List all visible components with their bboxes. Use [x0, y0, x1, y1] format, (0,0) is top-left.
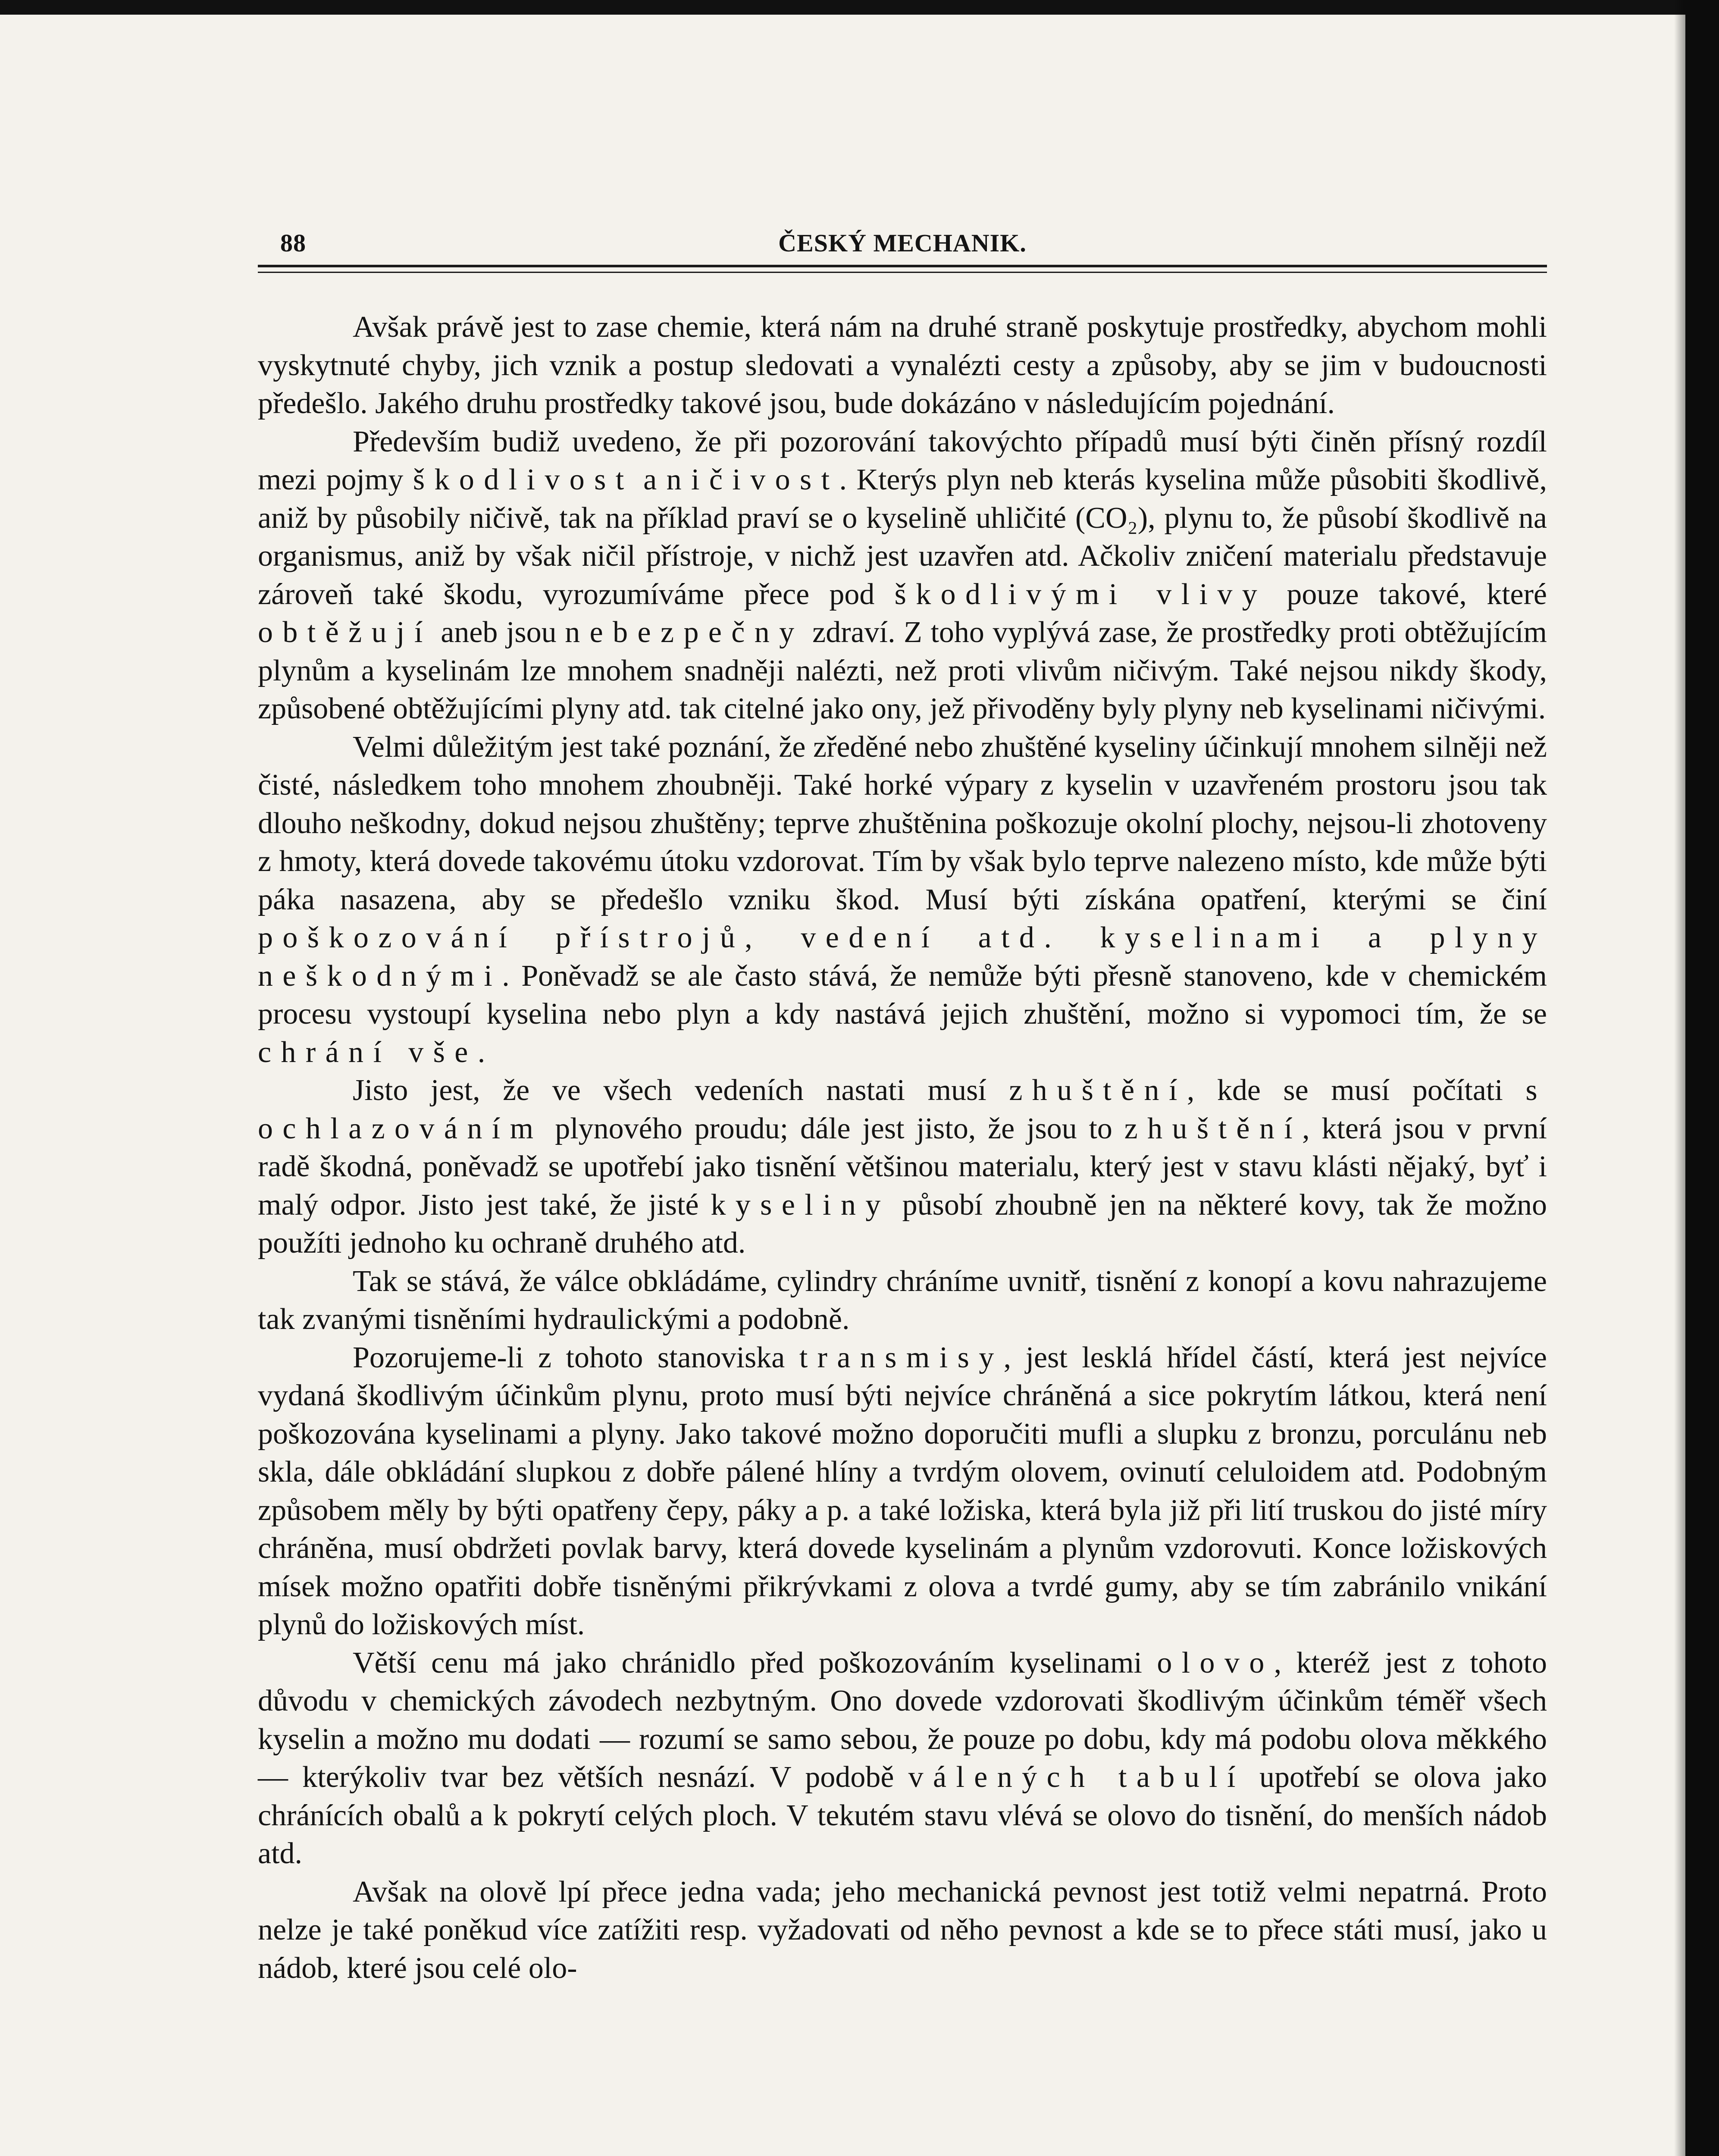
text-run: . Kterýs plyn neb kterás kyselina může působiti škodlivě, aniž by působily ničivě, tak na příklad praví se o kyselině uhličité (CO₂), plynu to, že působí škodlivě na organismus, aniž by však ničil přístroje, v nichž jest uzavřen atd. Ačkoliv zničení materialu představuje zároveň také škodu, vyrozumíváme přece pod — [258, 463, 1547, 611]
paragraph — [258, 1339, 1547, 1644]
header-rule-thick — [258, 265, 1547, 267]
paragraph — [258, 1873, 1547, 1988]
emphasized-term: obtěžují — [258, 616, 432, 649]
text-run: Pozorujeme-li z tohoto stanoviska — [353, 1341, 799, 1374]
text-run: a — [633, 463, 667, 496]
text-run: Jisto jest, že ve všech vedeních nastati musí — [353, 1074, 1009, 1107]
scan-border-right — [1685, 0, 1719, 2156]
running-head — [258, 224, 1547, 263]
header-title: ČESKÝ MECHANIK. — [778, 229, 1027, 257]
text-run: Tak se stává, že válce obkládáme, cylindry chráníme uvnitř, tisnění z konopí a kovu nahrazujeme tak zvanými tisněními hydraulickými a podobně. — [258, 1264, 1547, 1336]
text-run: upotřebí se olova jako chránících obalů a k pokrytí celých ploch. V tekutém stavu vlévá se olovo do tisnění, do menších nádob atd. — [258, 1761, 1547, 1870]
paragraph — [258, 1263, 1547, 1339]
text-run: Především budiž uvedeno, že při pozorování takovýchto případů musí býti činěn přísný rozdíl mezi pojmy — [258, 425, 1547, 496]
emphasized-term: válených tabulí — [908, 1761, 1245, 1794]
page — [258, 224, 1547, 1987]
text-run: zdraví. Z toho vyplývá zase, že prostředky proti obtěžujícím plynům a kyselinám lze mnohem snadněji nalézti, než proti vlivům ničivým. Také nejsou nikdy škody, způsobené obtěžujícími plyny atd. tak citelné jako ony, jež přivoděny byly plyny neb kyselinami ničivými. — [258, 616, 1547, 725]
header-rule-thin — [258, 272, 1547, 273]
emphasized-term: transmisy — [799, 1341, 1004, 1374]
text-run: , jest lesklá hřídel částí, která jest nejvíce vydaná škodlivým účinkům plynu, proto musí býti nejvíce chráněná a sice pokrytím látkou, která není poškozována kyselinami a plyny. Jako takové možno doporučiti mufli a slupku z bronzu, porculánu neb skla, dále obkládání slupkou z dobře pálené hlíny a tvrdým olovem, ovinutí celuloidem atd. Podobným způsobem měly by býti opatřeny čepy, páky a p. a také ložiska, která byla již při lití truskou do jisté míry chráněna, musí obdržeti povlak barvy, která dovede kyselinám a plynům vzdorovuti. Konce ložiskových mísek možno opatřiti dobře tisněnými přikrývkami z olova a tvrdé gumy, aby se tím zabránilo vnikání plynů do ložiskových míst. — [258, 1341, 1547, 1641]
text-run: působí zhoubně jen na některé kovy, tak že možno použíti jednoho ku ochraně druhého atd. — [258, 1188, 1547, 1260]
emphasized-term: kyseliny — [711, 1188, 890, 1222]
emphasized-term: zhuštění — [1124, 1112, 1303, 1145]
emphasized-term: olovo — [1157, 1646, 1274, 1680]
text-run: , která jsou v první radě škodná, poněvadž se upotřebí jako tisnění většinou materialu, který jest v stavu klásti nějaký, byť i malý odpor. Jisto jest také, že jisté — [258, 1112, 1547, 1222]
text-run: plynového proudu; dále jest jisto, že jsou to — [543, 1112, 1124, 1145]
paragraph — [258, 1072, 1547, 1263]
emphasized-term: poškozování přístrojů, vedení atd. kyselinami a plyny neškodnými — [258, 921, 1547, 993]
emphasized-term: ničivost — [666, 463, 839, 496]
emphasized-term: s ochlazováním — [258, 1074, 1547, 1145]
text-run: , kteréž jest z tohoto důvodu v chemických závodech nezbytným. Ono dovede vzdorovati škodlivým účinkům téměř všech kyselin a možno mu dodati — rozumí se samo sebou, že pouze po dobu, kdy má podobu olova měkkého — kterýkoliv tvar bez větších nesnází. V podobě — [258, 1646, 1547, 1794]
text-run: Velmi důležitým jest také poznání, že zředěné nebo zhuštěné kyseliny účinkují mnohem silněji než čisté, následkem toho mnohem zhoubněji. Také horké výpary z kyselin v uzavřeném prostoru jsou tak dlouho neškodny, dokud nejsou zhuštěny; teprve zhuštěnina poškozuje okolní plochy, nejsou-li zhotoveny z hmoty, která dovede takovému útoku vzdorovat. Tím by však bylo teprve nalezeno místo, kde může býti páka nasazena, aby se předešlo vzniku škod. Musí býti získána opatření, kterými se činí — [258, 730, 1547, 916]
text-run: Avšak na olově lpí přece jedna vada; jeho mechanická pevnost jest totiž velmi nepatrná. Proto nelze je také poněkud více zatížiti resp. vyžadovati od něho pevnost a kde se to přece státi musí, jako u nádob, které jsou celé olo- — [258, 1875, 1547, 1985]
body-text — [258, 308, 1547, 1987]
emphasized-term: nebezpečny — [565, 616, 804, 649]
paragraph — [258, 308, 1547, 423]
paragraph — [258, 728, 1547, 1072]
paragraph — [258, 423, 1547, 728]
emphasized-term: škodlivými vlivy — [894, 577, 1267, 611]
text-run: Avšak právě jest to zase chemie, která nám na druhé straně poskytuje prostředky, abychom mohli vyskytnuté chyby, jich vznik a postup sledovati a vynalézti cesty a způsoby, aby se jim v budoucnosti předešlo. Jakého druhu prostředky takové jsou, bude dokázáno v následujícím pojednání. — [258, 310, 1547, 420]
text-run: pouze takové, které — [1267, 577, 1547, 611]
paragraph — [258, 1644, 1547, 1873]
text-run: aneb jsou — [432, 616, 565, 649]
scan-border-top — [0, 0, 1719, 15]
emphasized-term: zhuštění — [1009, 1074, 1187, 1107]
page-number: 88 — [280, 229, 306, 257]
text-run: . Poněvadž se ale často stává, že nemůže býti přesně stanoveno, kde v chemickém procesu vystoupí kyselina nebo plyn a kdy nastává jejich zhuštění, možno si vypomoci tím, že se — [258, 959, 1547, 1031]
scan-shadow-right — [1674, 0, 1685, 2156]
emphasized-term: chrání vše — [258, 1035, 478, 1069]
emphasized-term: škodlivost — [413, 463, 634, 496]
text-run: Větší cenu má jako chránidlo před poškozováním kyselinami — [353, 1646, 1157, 1680]
text-run: . — [477, 1035, 485, 1069]
text-run: , kde se musí počítati — [1187, 1074, 1526, 1107]
